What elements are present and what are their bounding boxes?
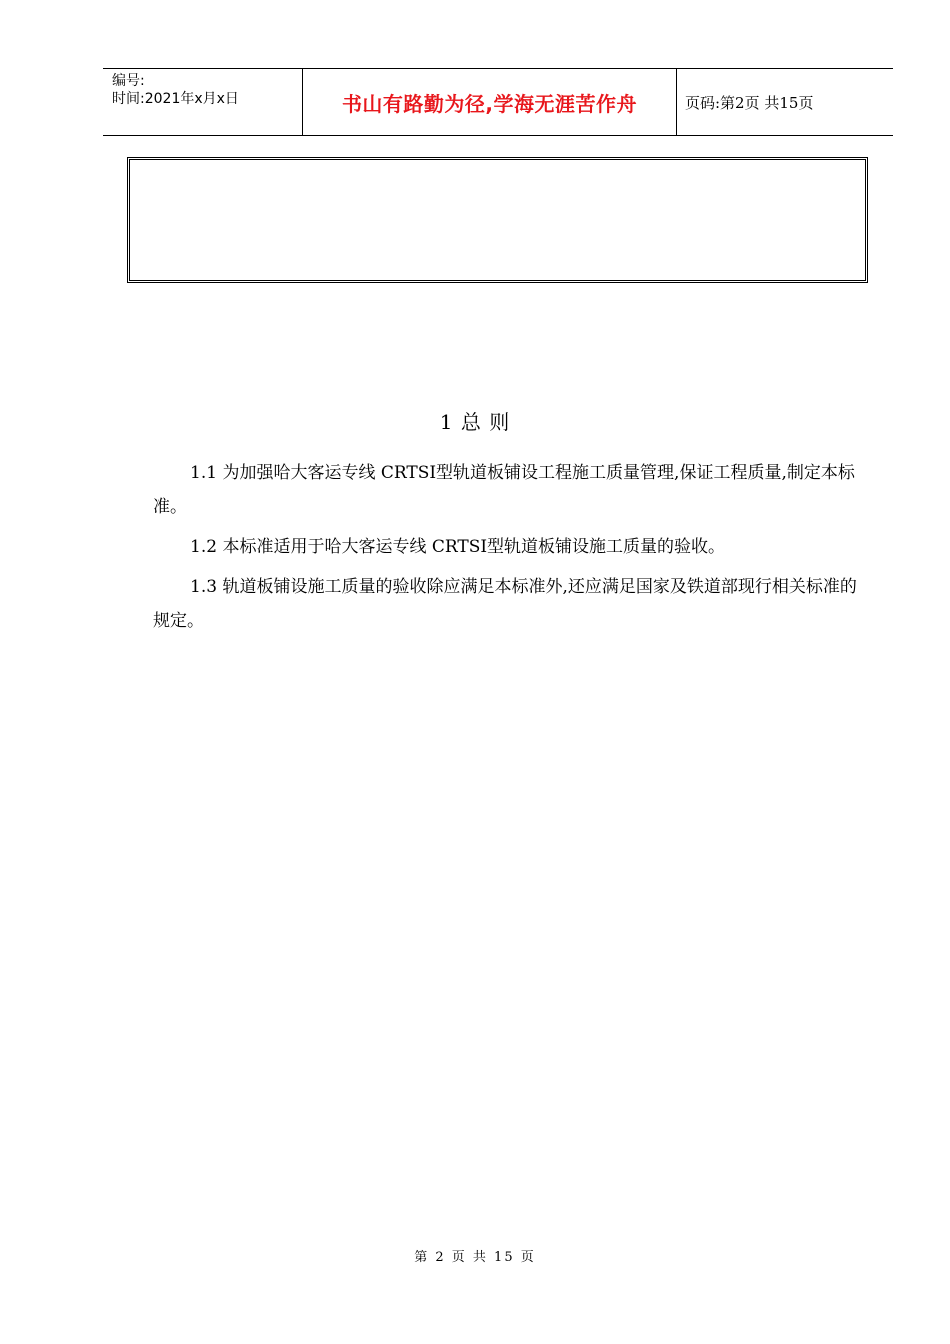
header-left-cell [103,69,303,135]
paragraph-1-2: 1.2 本标准适用于哈大客运专线 CRTSⅠ型轨道板铺设施工质量的验收。 [190,537,726,557]
page-footer: 第 2 页 共 15 页 [414,1250,536,1265]
paragraph-1-3: 1.3 轨道板铺设施工质量的验收除应满足本标准外,还应满足国家及铁道部现行相关标准的规定。 [153,577,857,631]
header-motto: 书山有路勤为径,学海无涯苦作舟 [341,91,638,116]
document-body [153,456,863,644]
page-header [103,68,893,136]
paragraph-1-1: 1.1 为加强哈大客运专线 CRTSⅠ型轨道板铺设工程施工质量管理,保证工程质量,制定本标准。 [153,463,855,517]
document-time-label: 时间:2021年x月x日 [112,91,239,107]
empty-frame-box [127,157,868,283]
header-right-cell [677,69,893,135]
header-page-info: 页码:第2页 共15页 [685,93,814,112]
section-title: 1 总 则 [439,410,511,434]
header-motto-cell [303,69,677,135]
document-number-label: 编号: [112,73,145,89]
